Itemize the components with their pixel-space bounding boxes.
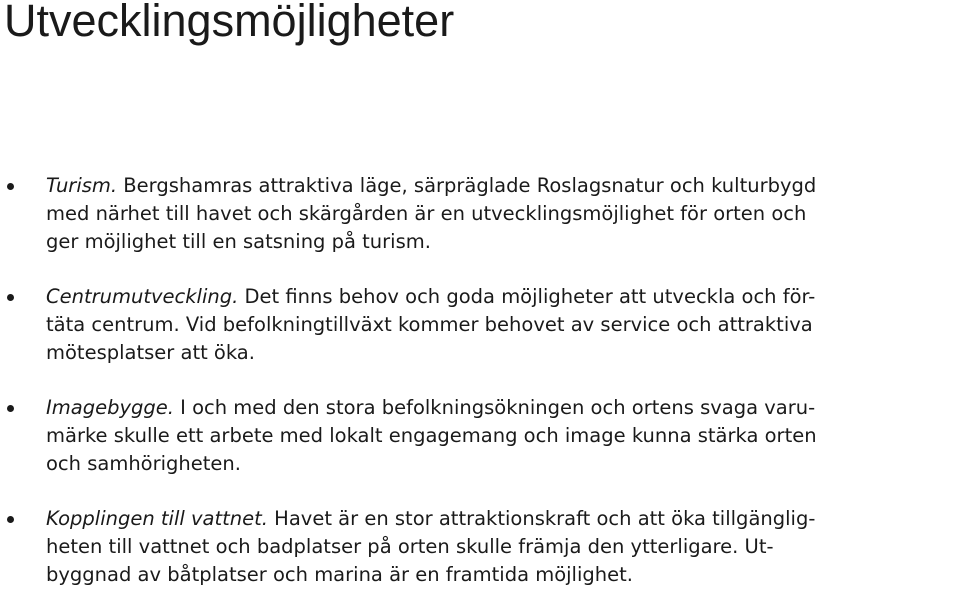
paragraph-text: Det finns behov och goda möjligheter att utveckla och för- — [238, 285, 816, 308]
bullet-list — [0, 172, 960, 589]
bullet-term: Centrumutveckling. — [46, 285, 239, 308]
bullet-item-imagebygge — [0, 394, 960, 478]
bullet-item-kopplingen-till-vattnet — [0, 505, 960, 589]
paragraph-line — [46, 283, 954, 311]
paragraph-line: heten till vattnet och badplatser på orten skulle främja den ytterligare. Ut- — [46, 535, 774, 558]
paragraph-line: märke skulle ett arbete med lokalt engagemang och image kunna stärka orten — [46, 424, 817, 447]
bullet-item-turism — [0, 172, 960, 256]
bullet-dot-icon — [7, 183, 14, 190]
paragraph-text: Bergshamras attraktiva läge, särpräglade Roslagsnatur och kulturbygd — [117, 174, 817, 197]
paragraph-line: täta centrum. Vid befolkningtillväxt kommer behovet av service och attraktiva — [46, 313, 813, 336]
bullet-term: Turism. — [46, 174, 118, 197]
paragraph-line — [46, 394, 954, 422]
page-title: Utvecklingsmöjligheter — [4, 0, 455, 46]
bullet-term: Kopplingen till vattnet. — [46, 507, 268, 530]
paragraph-line: ger möjlighet till en satsning på turism. — [46, 230, 431, 253]
paragraph-line — [46, 172, 954, 200]
paragraph-line: med närhet till havet och skärgården är en utvecklingsmöjlighet för orten och — [46, 202, 807, 225]
paragraph-text: Havet är en stor attraktionskraft och att öka tillgänglig- — [267, 507, 816, 530]
paragraph-line: byggnad av båtplatser och marina är en framtida möjlighet. — [46, 563, 633, 586]
paragraph-line — [46, 505, 954, 533]
paragraph-line: mötesplatser att öka. — [46, 341, 255, 364]
bullet-dot-icon — [7, 516, 14, 523]
bullet-dot-icon — [7, 405, 14, 412]
paragraph-line: och samhörigheten. — [46, 452, 241, 475]
bullet-term: Imagebygge. — [46, 396, 174, 419]
paragraph-text: I och med den stora befolkningsökningen och ortens svaga varu- — [173, 396, 816, 419]
bullet-item-centrumutveckling — [0, 283, 960, 367]
bullet-dot-icon — [7, 294, 14, 301]
